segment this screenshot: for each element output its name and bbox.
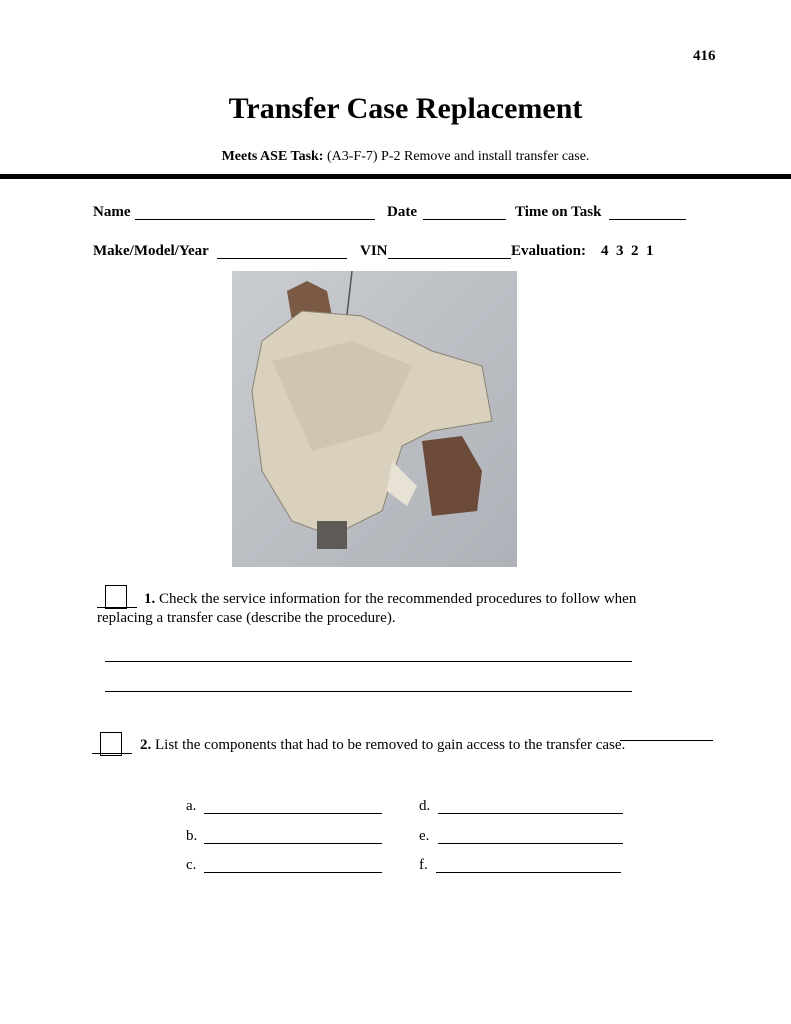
time-on-task-field[interactable] <box>609 219 686 220</box>
date-field[interactable] <box>423 219 506 220</box>
list-label-f: f. <box>419 857 428 873</box>
vin-label: VIN <box>360 243 388 259</box>
time-on-task-label: Time on Task <box>515 204 602 220</box>
transfer-case-photo <box>232 271 517 567</box>
step-1-number: 1. <box>144 591 156 607</box>
page-title: Transfer Case Replacement <box>228 92 583 125</box>
make-model-year-label: Make/Model/Year <box>93 243 209 259</box>
header-divider <box>0 174 791 179</box>
page-number: 416 <box>693 48 716 64</box>
list-label-a: a. <box>186 798 197 814</box>
step-2-answer-line[interactable] <box>620 740 713 741</box>
step-2-checkbox[interactable] <box>100 732 122 756</box>
step-2-number: 2. <box>140 737 152 753</box>
list-field-b[interactable] <box>204 843 382 844</box>
make-model-year-field[interactable] <box>217 258 347 259</box>
evaluation-label: Evaluation: <box>511 243 587 259</box>
list-field-c[interactable] <box>204 872 382 873</box>
list-field-e[interactable] <box>438 843 623 844</box>
list-label-d: d. <box>419 798 431 814</box>
step-1-text: Check the service information for the recommended procedures to follow when <box>159 591 637 607</box>
step-1-answer-line-1[interactable] <box>105 661 632 662</box>
list-field-f[interactable] <box>436 872 621 873</box>
date-label: Date <box>387 204 417 220</box>
step-1 <box>144 591 636 608</box>
list-field-d[interactable] <box>438 813 623 814</box>
step-1-checkbox[interactable] <box>105 585 127 609</box>
step-1-text-cont: replacing a transfer case (describe the procedure). <box>97 610 396 626</box>
vin-field[interactable] <box>388 258 511 259</box>
ase-task-text: (A3-F-7) P-2 Remove and install transfer case. <box>326 149 590 164</box>
step-2 <box>140 737 625 754</box>
step-2-text: List the components that had to be removed to gain access to the transfer case. <box>155 737 626 753</box>
ase-task-label: Meets ASE Task: <box>221 149 324 164</box>
list-label-c: c. <box>186 857 197 873</box>
step-1-answer-line-2[interactable] <box>105 691 632 692</box>
list-label-e: e. <box>419 828 430 844</box>
ase-task <box>0 149 791 165</box>
evaluation-scores[interactable]: 4 3 2 1 <box>601 243 654 259</box>
list-field-a[interactable] <box>204 813 382 814</box>
list-label-b: b. <box>186 828 198 844</box>
name-label: Name <box>93 204 131 220</box>
name-field[interactable] <box>135 219 375 220</box>
